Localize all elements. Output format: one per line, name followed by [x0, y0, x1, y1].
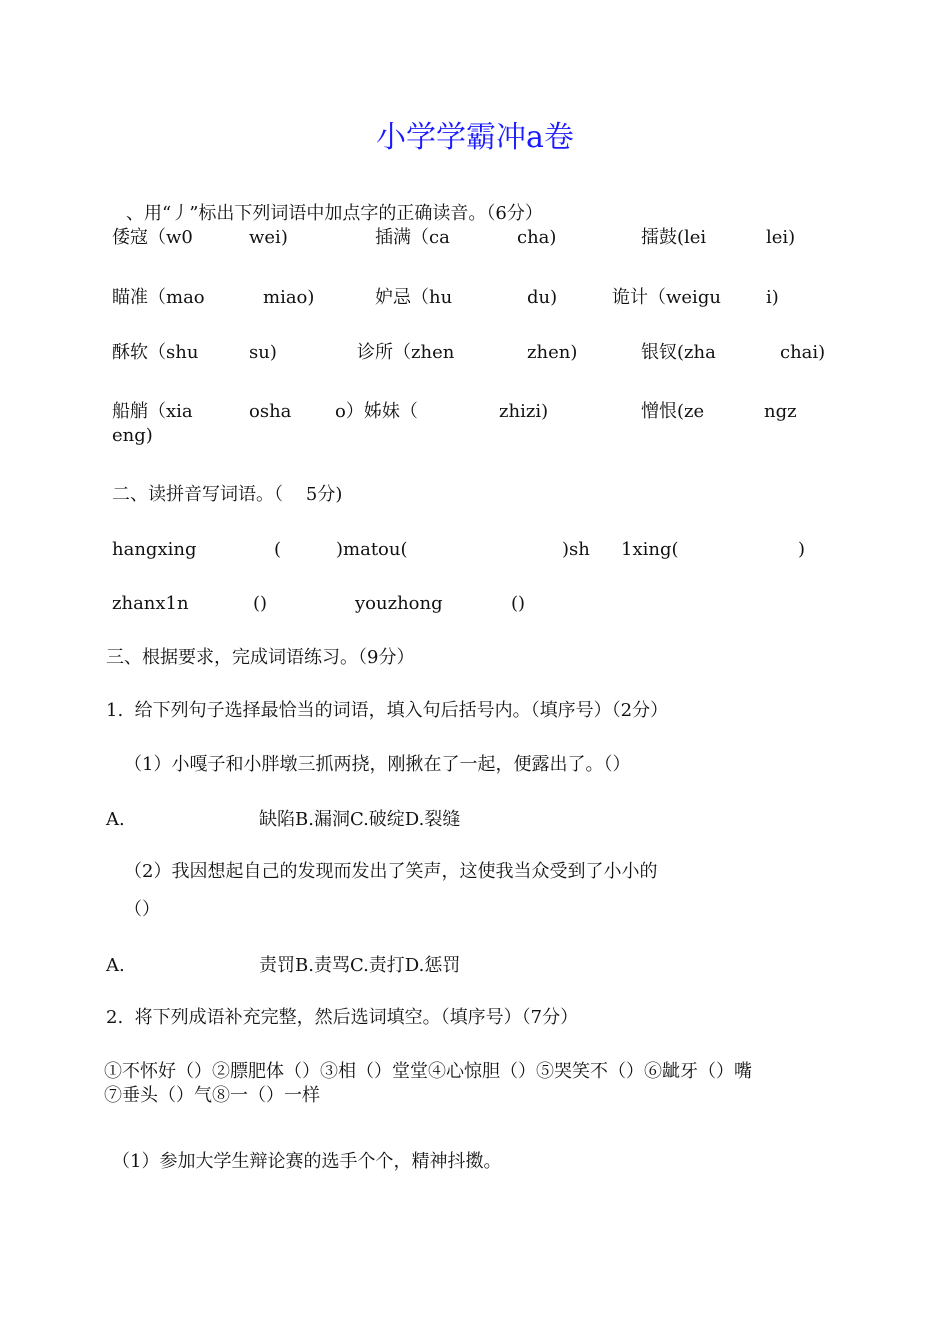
idiom-list-line-1: ①不怀好（）②膘肥体（）③相（）堂堂④心惊胆（）⑤哭笑不（）⑥龇牙（）嘴: [104, 1061, 752, 1082]
pinyin-item: du): [527, 287, 558, 308]
blank-paren: (: [274, 539, 282, 560]
section3-heading: 三、根据要求，完成词语练习。（9分）: [106, 647, 415, 668]
question-2: 2. 将下列成语补充完整，然后选词填空。（填序号）（7分）: [106, 1007, 579, 1028]
pinyin-item: osha: [249, 401, 292, 422]
pinyin-item: cha): [517, 227, 557, 248]
pinyin-word: zhanx1n: [112, 593, 189, 614]
pinyin-item: su): [249, 342, 277, 363]
section1-heading: 、用“丿”标出下列词语中加点字的正确读音。（6分）: [126, 203, 543, 224]
pinyin-word: youzhong: [355, 593, 443, 614]
pinyin-item: 擂鼓(lei: [641, 227, 707, 248]
pinyin-item: zhen): [527, 342, 578, 363]
question-1-2-blank: （）: [124, 899, 160, 920]
pinyin-item: 银钗(zha: [641, 342, 716, 363]
question-1-2: （2）我因想起自己的发现而发出了笑声，这使我当众受到了小小的: [124, 861, 658, 882]
pinyin-item: 酥软（shu: [112, 342, 199, 363]
blank-paren: (): [511, 593, 526, 614]
pinyin-item: 瞄准（mao: [112, 287, 205, 308]
question-1-2-options: 责罚B.责骂C.责打D.惩罚: [259, 955, 461, 976]
pinyin-word: )matou(: [336, 539, 408, 560]
pinyin-item: 插满（ca: [375, 227, 450, 248]
pinyin-item: 憎恨(ze: [641, 401, 705, 422]
pinyin-item: 妒忌（hu: [375, 287, 453, 308]
pinyin-item: wei): [249, 227, 288, 248]
pinyin-item: 诡计（weigu: [612, 287, 721, 308]
option-label-a: A.: [106, 955, 125, 976]
idiom-list-line-2: ⑦垂头（）气⑧一（）一样: [104, 1085, 320, 1106]
pinyin-item-wrap: eng): [112, 425, 153, 446]
pinyin-item: ngz: [764, 401, 797, 422]
pinyin-item: zhizi): [499, 401, 549, 422]
question-1-1-options: 缺陷B.漏洞C.破绽D.裂缝: [259, 809, 461, 830]
pinyin-item: miao): [263, 287, 315, 308]
question-2-1: （1）参加大学生辩论赛的选手个个，精神抖擞。: [112, 1151, 502, 1172]
pinyin-item: 倭寇（w0: [112, 227, 193, 248]
pinyin-item: lei): [766, 227, 796, 248]
pinyin-item: chai): [780, 342, 826, 363]
section2-heading: 二、读拼音写词语。（ 5分): [112, 484, 343, 505]
pinyin-word: 1xing(: [621, 539, 679, 560]
option-label-a: A.: [106, 809, 125, 830]
pinyin-item: 船艄（xia: [112, 401, 193, 422]
pinyin-item: 诊所（zhen: [357, 342, 455, 363]
pinyin-word: hangxing: [112, 539, 197, 560]
page-title: 小学学霸冲a卷: [376, 120, 574, 155]
pinyin-word: )sh: [562, 539, 590, 560]
question-1-1: （1）小嘎子和小胖墩三抓两挠，刚揪在了一起，便露出了。（）: [124, 754, 631, 775]
pinyin-item: o）姊妹（: [335, 401, 418, 422]
blank-paren: (): [253, 593, 268, 614]
question-1: 1. 给下列句子选择最恰当的词语，填入句后括号内。（填序号）（2分）: [106, 700, 669, 721]
blank-paren: ): [798, 539, 806, 560]
pinyin-item: i): [766, 287, 779, 308]
